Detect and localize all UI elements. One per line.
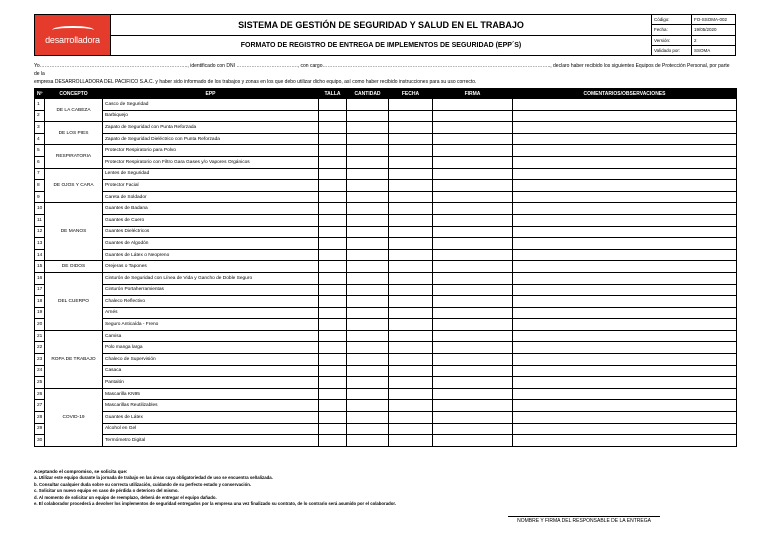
row-number: 11 xyxy=(35,214,45,226)
table-row xyxy=(35,110,737,122)
table-row xyxy=(35,180,737,192)
signature-cell[interactable] xyxy=(433,284,513,296)
quantity-cell[interactable] xyxy=(347,145,389,157)
epp-item: Cinturón Portaherramientas xyxy=(103,284,319,296)
quantity-cell[interactable] xyxy=(347,307,389,319)
date-cell[interactable] xyxy=(389,412,433,424)
signature-cell[interactable] xyxy=(433,191,513,203)
concept-cell: DE MANOS xyxy=(45,203,103,261)
declaration-text xyxy=(34,62,736,86)
comments-cell[interactable] xyxy=(513,423,737,435)
table-row xyxy=(35,435,737,447)
signature-cell[interactable] xyxy=(433,203,513,215)
title-block xyxy=(111,15,651,55)
size-cell[interactable] xyxy=(319,307,347,319)
table-row xyxy=(35,342,737,354)
comments-cell[interactable] xyxy=(513,203,737,215)
signature-cell[interactable] xyxy=(433,99,513,111)
quantity-cell[interactable] xyxy=(347,191,389,203)
size-cell[interactable] xyxy=(319,365,347,377)
signature-cell[interactable] xyxy=(433,435,513,447)
size-cell[interactable] xyxy=(319,342,347,354)
signature-cell[interactable] xyxy=(433,180,513,192)
date-cell[interactable] xyxy=(389,180,433,192)
epp-item: Polo manga larga xyxy=(103,342,319,354)
signature-cell[interactable] xyxy=(433,261,513,273)
size-cell[interactable] xyxy=(319,272,347,284)
commitment-title: Aceptando el compromiso, se solicita que: xyxy=(34,469,128,474)
epp-item: Protector Facial xyxy=(103,180,319,192)
declaration-line-2: empresa DESARROLLADORA DEL PACIFICO S.A.C. y haber sido informado de los trabajos y zonas en los que debo utilizar dicho equipo, así como haber recibido instrucciones para su uso correcto. xyxy=(34,79,477,85)
row-number: 29 xyxy=(35,423,45,435)
signature-cell[interactable] xyxy=(433,342,513,354)
epp-item: Protector Respiratorio con Filtro Gara Gases y/o Vapores Orgánicos xyxy=(103,156,319,168)
row-number: 14 xyxy=(35,249,45,261)
size-cell[interactable] xyxy=(319,354,347,366)
table-row xyxy=(35,377,737,389)
meta-value: 2 xyxy=(694,37,697,43)
row-number: 26 xyxy=(35,388,45,400)
table-row xyxy=(35,238,737,250)
header-epp: EPP xyxy=(103,89,319,99)
row-number: 5 xyxy=(35,145,45,157)
meta-value: FO-SSOMA-002 xyxy=(694,17,728,23)
date-cell[interactable] xyxy=(389,214,433,226)
meta-label: Fecha: xyxy=(652,25,692,34)
size-cell[interactable] xyxy=(319,400,347,412)
company-logo xyxy=(35,15,111,55)
epp-item: Guantes de Cuero xyxy=(103,214,319,226)
quantity-cell[interactable] xyxy=(347,99,389,111)
date-cell[interactable] xyxy=(389,226,433,238)
row-number: 3 xyxy=(35,122,45,134)
meta-code xyxy=(652,15,735,25)
row-number: 13 xyxy=(35,238,45,250)
meta-label: Código: xyxy=(652,15,692,24)
declaration-line-1: Yo…………………………………………………………………………….., identificado con DNI ………………………………., con cargo……………………………………………………………………………………………………………………….., declaro haber recibido los siguientes Equipos de Protección Personal, por parte de la xyxy=(34,63,730,77)
concept-cell: COVID-19 xyxy=(45,388,103,446)
signature-cell[interactable] xyxy=(433,110,513,122)
comments-cell[interactable] xyxy=(513,272,737,284)
concept-cell: DE LOS PIES xyxy=(45,122,103,145)
commitment-item-b: b. Consultar cualquier duda sobre su correcta utilización, cuidando de su perfecto estado y conservación. xyxy=(34,481,252,487)
table-row xyxy=(35,423,737,435)
row-number: 9 xyxy=(35,191,45,203)
quantity-cell[interactable] xyxy=(347,110,389,122)
size-cell[interactable] xyxy=(319,214,347,226)
date-cell[interactable] xyxy=(389,156,433,168)
epp-table xyxy=(34,88,737,447)
signature-cell[interactable] xyxy=(433,156,513,168)
concept-cell: DEL CUERPO xyxy=(45,272,103,330)
row-number: 19 xyxy=(35,307,45,319)
epp-item: Careta de Soldador xyxy=(103,191,319,203)
quantity-cell[interactable] xyxy=(347,388,389,400)
comments-cell[interactable] xyxy=(513,354,737,366)
epp-item: Chaleco de Supervisión xyxy=(103,354,319,366)
date-cell[interactable] xyxy=(389,342,433,354)
epp-item: Guantes de Látex o Neopreno xyxy=(103,249,319,261)
epp-item: Zapato de Seguridad Dieléctrico con Punta Reforzada xyxy=(103,133,319,145)
epp-item: Pantalón xyxy=(103,377,319,389)
date-cell[interactable] xyxy=(389,203,433,215)
epp-item: Guantes de Látex xyxy=(103,412,319,424)
size-cell[interactable] xyxy=(319,99,347,111)
comments-cell[interactable] xyxy=(513,296,737,308)
table-row xyxy=(35,122,737,134)
size-cell[interactable] xyxy=(319,249,347,261)
table-row xyxy=(35,365,737,377)
comments-cell[interactable] xyxy=(513,365,737,377)
quantity-cell[interactable] xyxy=(347,400,389,412)
comments-cell[interactable] xyxy=(513,342,737,354)
size-cell[interactable] xyxy=(319,423,347,435)
size-cell[interactable] xyxy=(319,377,347,389)
signature-cell[interactable] xyxy=(433,365,513,377)
row-number: 6 xyxy=(35,156,45,168)
comments-cell[interactable] xyxy=(513,319,737,331)
row-number: 27 xyxy=(35,400,45,412)
table-row xyxy=(35,168,737,180)
signature-cell[interactable] xyxy=(433,307,513,319)
size-cell[interactable] xyxy=(319,330,347,342)
epp-item: Guantes Dieléctricos xyxy=(103,226,319,238)
signature-cell[interactable] xyxy=(433,226,513,238)
table-body xyxy=(35,99,737,447)
comments-cell[interactable] xyxy=(513,99,737,111)
comments-cell[interactable] xyxy=(513,226,737,238)
comments-cell[interactable] xyxy=(513,307,737,319)
comments-cell[interactable] xyxy=(513,388,737,400)
epp-item: Camisa xyxy=(103,330,319,342)
signature-cell[interactable] xyxy=(433,330,513,342)
comments-cell[interactable] xyxy=(513,191,737,203)
epp-item: Mascarilla KN95 xyxy=(103,388,319,400)
comments-cell[interactable] xyxy=(513,168,737,180)
size-cell[interactable] xyxy=(319,191,347,203)
concept-cell: RESPIRATORIA xyxy=(45,145,103,168)
table-row xyxy=(35,319,737,331)
comments-cell[interactable] xyxy=(513,214,737,226)
comments-cell[interactable] xyxy=(513,122,737,134)
quantity-cell[interactable] xyxy=(347,330,389,342)
date-cell[interactable] xyxy=(389,319,433,331)
table-row xyxy=(35,203,737,215)
signature-cell[interactable] xyxy=(433,423,513,435)
date-cell[interactable] xyxy=(389,249,433,261)
epp-item: Casaca xyxy=(103,365,319,377)
epp-item: Seguro Anticaída - Freno xyxy=(103,319,319,331)
table-header-row xyxy=(35,89,737,99)
row-number: 15 xyxy=(35,261,45,273)
header-number: Nº xyxy=(35,89,45,99)
table-row xyxy=(35,296,737,308)
row-number: 18 xyxy=(35,296,45,308)
date-cell[interactable] xyxy=(389,284,433,296)
table-row xyxy=(35,145,737,157)
meta-validated-by xyxy=(652,46,735,55)
row-number: 28 xyxy=(35,412,45,424)
table-row xyxy=(35,284,737,296)
date-cell[interactable] xyxy=(389,296,433,308)
quantity-cell[interactable] xyxy=(347,122,389,134)
signature-cell[interactable] xyxy=(433,168,513,180)
table-row xyxy=(35,307,737,319)
system-title: SISTEMA DE GESTIÓN DE SEGURIDAD Y SALUD EN EL TRABAJO xyxy=(111,15,651,36)
date-cell[interactable] xyxy=(389,191,433,203)
date-cell[interactable] xyxy=(389,388,433,400)
signature-cell[interactable] xyxy=(433,296,513,308)
row-number: 22 xyxy=(35,342,45,354)
header-quantity: CANTIDAD xyxy=(347,89,389,99)
quantity-cell[interactable] xyxy=(347,423,389,435)
row-number: 20 xyxy=(35,319,45,331)
epp-item: Barbiquejo xyxy=(103,110,319,122)
date-cell[interactable] xyxy=(389,354,433,366)
signature-cell[interactable] xyxy=(433,400,513,412)
concept-cell: DE LA CABEZA xyxy=(45,99,103,122)
table-row xyxy=(35,261,737,273)
signature-cell[interactable] xyxy=(433,122,513,134)
date-cell[interactable] xyxy=(389,423,433,435)
size-cell[interactable] xyxy=(319,284,347,296)
epp-item: Chaleco Reflectivo xyxy=(103,296,319,308)
row-number: 1 xyxy=(35,99,45,111)
row-number: 2 xyxy=(35,110,45,122)
row-number: 10 xyxy=(35,203,45,215)
quantity-cell[interactable] xyxy=(347,435,389,447)
table-row xyxy=(35,330,737,342)
meta-version xyxy=(652,36,735,46)
row-number: 23 xyxy=(35,354,45,366)
table-row xyxy=(35,249,737,261)
comments-cell[interactable] xyxy=(513,180,737,192)
concept-cell: ROPA DE TRABAJO xyxy=(45,330,103,388)
row-number: 8 xyxy=(35,180,45,192)
table-row xyxy=(35,272,737,284)
quantity-cell[interactable] xyxy=(347,319,389,331)
comments-cell[interactable] xyxy=(513,400,737,412)
signature-cell[interactable] xyxy=(433,412,513,424)
comments-cell[interactable] xyxy=(513,238,737,250)
row-number: 4 xyxy=(35,133,45,145)
size-cell[interactable] xyxy=(319,145,347,157)
quantity-cell[interactable] xyxy=(347,168,389,180)
table-row xyxy=(35,214,737,226)
header-comments: COMENTARIOS/OBSERVACIONES xyxy=(513,89,737,99)
header-concept: CONCEPTO xyxy=(45,89,103,99)
epp-item: Zapato de Seguridad con Punta Reforzada xyxy=(103,122,319,134)
concept-cell: DE OIDOS xyxy=(45,261,103,273)
form-header xyxy=(34,14,736,56)
document-meta xyxy=(651,15,735,55)
size-cell[interactable] xyxy=(319,238,347,250)
row-number: 16 xyxy=(35,272,45,284)
quantity-cell[interactable] xyxy=(347,133,389,145)
header-signature: FIRMA xyxy=(433,89,513,99)
quantity-cell[interactable] xyxy=(347,214,389,226)
comments-cell[interactable] xyxy=(513,284,737,296)
commitment-item-c: c. Solicitar un nuevo equipo en caso de pérdida o deterioro del mismo. xyxy=(34,488,179,494)
signature-cell[interactable] xyxy=(433,249,513,261)
form-title: FORMATO DE REGISTRO DE ENTREGA DE IMPLEMENTOS DE SEGURIDAD (EPP´S) xyxy=(240,42,522,49)
concept-cell: DE OJOS Y CARA xyxy=(45,168,103,203)
quantity-cell[interactable] xyxy=(347,238,389,250)
date-cell[interactable] xyxy=(389,110,433,122)
size-cell[interactable] xyxy=(319,412,347,424)
row-number: 30 xyxy=(35,435,45,447)
table-row xyxy=(35,354,737,366)
row-number: 21 xyxy=(35,330,45,342)
comments-cell[interactable] xyxy=(513,249,737,261)
size-cell[interactable] xyxy=(319,168,347,180)
row-number: 7 xyxy=(35,168,45,180)
meta-value: 19/05/2020 xyxy=(694,27,717,33)
quantity-cell[interactable] xyxy=(347,272,389,284)
date-cell[interactable] xyxy=(389,307,433,319)
signature-cell[interactable] xyxy=(433,272,513,284)
header-date: FECHA xyxy=(389,89,433,99)
meta-label: Versión: xyxy=(652,36,692,45)
epp-item: Arnés xyxy=(103,307,319,319)
epp-item: Protector Respiratorio para Polvo xyxy=(103,145,319,157)
quantity-cell[interactable] xyxy=(347,296,389,308)
comments-cell[interactable] xyxy=(513,377,737,389)
quantity-cell[interactable] xyxy=(347,284,389,296)
date-cell[interactable] xyxy=(389,272,433,284)
comments-cell[interactable] xyxy=(513,110,737,122)
commitment-item-d: d. Al momento de solicitar un equipo de reemplazo, deberá de entregar el equipo dañado. xyxy=(34,494,217,500)
logo-text: desarrolladora xyxy=(45,34,100,45)
table-row xyxy=(35,412,737,424)
signature-cell[interactable] xyxy=(433,133,513,145)
comments-cell[interactable] xyxy=(513,156,737,168)
table-row xyxy=(35,191,737,203)
signature-cell[interactable] xyxy=(433,388,513,400)
quantity-cell[interactable] xyxy=(347,156,389,168)
comments-cell[interactable] xyxy=(513,145,737,157)
signature-cell[interactable] xyxy=(433,319,513,331)
table-row xyxy=(35,388,737,400)
quantity-cell[interactable] xyxy=(347,354,389,366)
signature-cell[interactable] xyxy=(433,214,513,226)
size-cell[interactable] xyxy=(319,435,347,447)
date-cell[interactable] xyxy=(389,330,433,342)
epp-item: Mascarillas Reutilizables xyxy=(103,400,319,412)
epp-item: Guantes de Algodón xyxy=(103,238,319,250)
quantity-cell[interactable] xyxy=(347,377,389,389)
size-cell[interactable] xyxy=(319,388,347,400)
size-cell[interactable] xyxy=(319,226,347,238)
row-number: 12 xyxy=(35,226,45,238)
quantity-cell[interactable] xyxy=(347,180,389,192)
size-cell[interactable] xyxy=(319,203,347,215)
date-cell[interactable] xyxy=(389,365,433,377)
signature-cell[interactable] xyxy=(433,377,513,389)
comments-cell[interactable] xyxy=(513,412,737,424)
table-row xyxy=(35,99,737,111)
date-cell[interactable] xyxy=(389,145,433,157)
epp-item: Orejeras o Tapones xyxy=(103,261,319,273)
date-cell[interactable] xyxy=(389,122,433,134)
comments-cell[interactable] xyxy=(513,261,737,273)
row-number: 25 xyxy=(35,377,45,389)
size-cell[interactable] xyxy=(319,319,347,331)
commitment-section xyxy=(34,469,736,507)
meta-value: SSOMA xyxy=(694,47,711,53)
meta-label: Validado por: xyxy=(652,46,692,55)
date-cell[interactable] xyxy=(389,400,433,412)
date-cell[interactable] xyxy=(389,238,433,250)
epp-item: Lentes de Seguridad xyxy=(103,168,319,180)
epp-item: Casco de Seguridad xyxy=(103,99,319,111)
quantity-cell[interactable] xyxy=(347,203,389,215)
date-cell[interactable] xyxy=(389,435,433,447)
table-row xyxy=(35,156,737,168)
epp-item: Alcohol en Gel xyxy=(103,423,319,435)
comments-cell[interactable] xyxy=(513,435,737,447)
size-cell[interactable] xyxy=(319,122,347,134)
header-size: TALLA xyxy=(319,89,347,99)
row-number: 24 xyxy=(35,365,45,377)
quantity-cell[interactable] xyxy=(347,365,389,377)
date-cell[interactable] xyxy=(389,168,433,180)
size-cell[interactable] xyxy=(319,110,347,122)
epp-item: Termómetro Digital xyxy=(103,435,319,447)
size-cell[interactable] xyxy=(319,261,347,273)
quantity-cell[interactable] xyxy=(347,249,389,261)
date-cell[interactable] xyxy=(389,99,433,111)
size-cell[interactable] xyxy=(319,156,347,168)
size-cell[interactable] xyxy=(319,180,347,192)
size-cell[interactable] xyxy=(319,133,347,145)
date-cell[interactable] xyxy=(389,377,433,389)
date-cell[interactable] xyxy=(389,133,433,145)
comments-cell[interactable] xyxy=(513,330,737,342)
logo-swoosh-icon xyxy=(52,26,94,34)
signature-cell[interactable] xyxy=(433,354,513,366)
table-row xyxy=(35,400,737,412)
table-row xyxy=(35,226,737,238)
meta-date xyxy=(652,25,735,35)
epp-item: Guantes de Badana xyxy=(103,203,319,215)
delivery-signature-line: NOMBRE Y FIRMA DEL RESPONSABLE DE LA ENTREGA xyxy=(508,516,660,524)
size-cell[interactable] xyxy=(319,296,347,308)
table-row xyxy=(35,133,737,145)
quantity-cell[interactable] xyxy=(347,342,389,354)
quantity-cell[interactable] xyxy=(347,226,389,238)
quantity-cell[interactable] xyxy=(347,412,389,424)
epp-item: Cinturón de Seguridad con Línea de Vida y Gancho de Doble Seguro xyxy=(103,272,319,284)
signature-cell[interactable] xyxy=(433,145,513,157)
row-number: 17 xyxy=(35,284,45,296)
commitment-item-e: e. El colaborador procederá a devolver los implementos de seguridad entregados por la empresa una vez finalizado su contrato, de lo contrario será asumido por el colaborador. xyxy=(34,501,396,507)
date-cell[interactable] xyxy=(389,261,433,273)
signature-cell[interactable] xyxy=(433,238,513,250)
comments-cell[interactable] xyxy=(513,133,737,145)
quantity-cell[interactable] xyxy=(347,261,389,273)
commitment-item-a: a. Utilizar este equipo durante la jornada de trabajo en las áreas cuya obligatoriedad de uso se encuentra señalizada. xyxy=(34,475,273,481)
